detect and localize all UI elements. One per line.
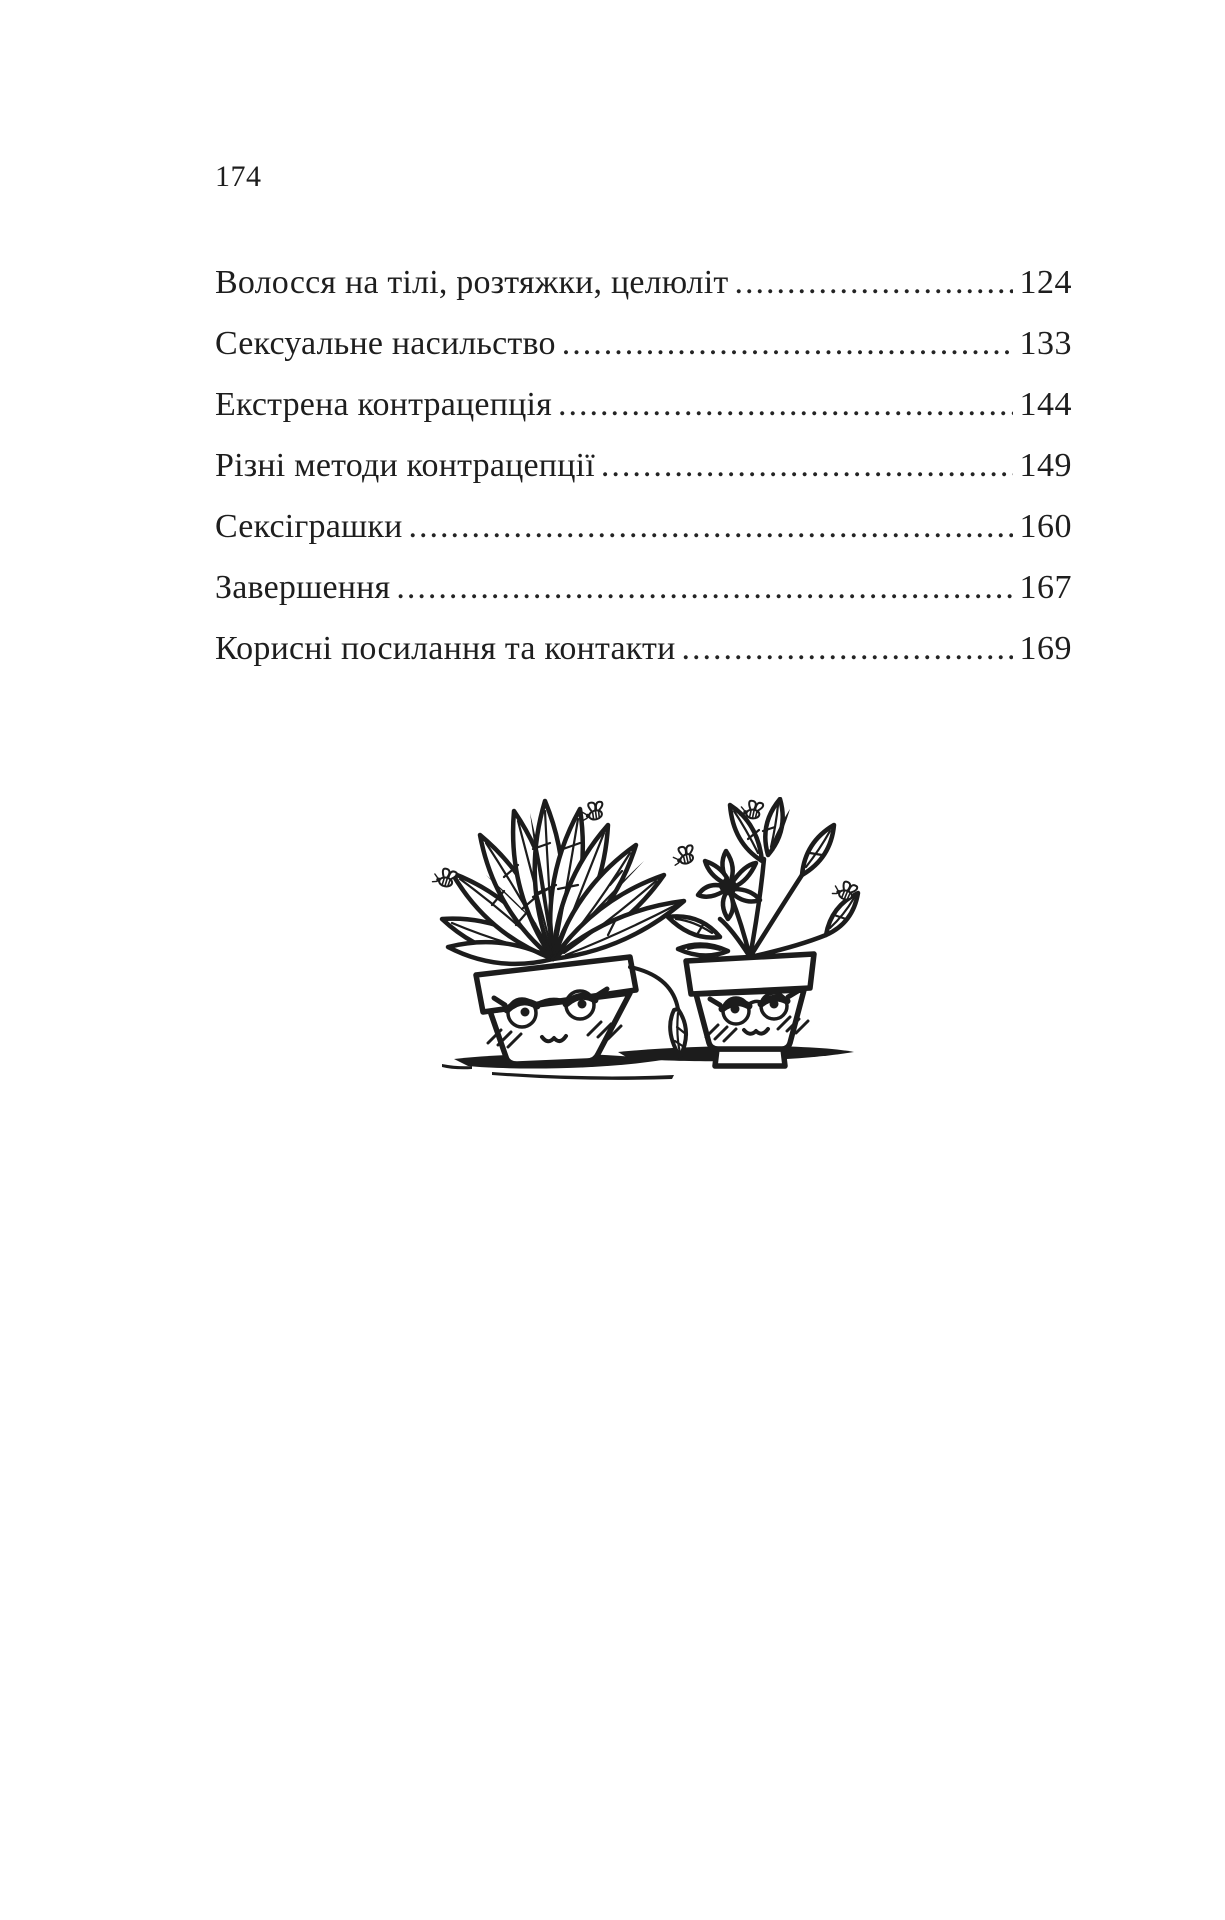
toc-entry [215, 557, 1072, 618]
toc-entry [215, 374, 1072, 435]
toc-entry-title: Сексуальне насильство [215, 325, 556, 362]
dot-leader [734, 252, 1012, 313]
toc-entry-page-number: 144 [1019, 386, 1072, 423]
toc-entry [215, 313, 1072, 374]
toc-entry-title: Екстрена контрацепція [215, 386, 552, 423]
toc-entry [215, 618, 1072, 679]
dot-leader [558, 374, 1013, 435]
toc-entry-page-number: 149 [1019, 447, 1072, 484]
flower [698, 851, 760, 919]
table-of-contents [215, 252, 1072, 679]
dot-leader [562, 313, 1013, 374]
toc-entry-title: Різні методи контрацепції [215, 447, 595, 484]
page-number: 174 [215, 160, 262, 193]
plants-illustration [430, 797, 862, 1083]
dot-leader [681, 618, 1012, 679]
toc-entry-title: Завершення [215, 569, 391, 606]
toc-entry [215, 252, 1072, 313]
toc-entry-title: Корисні посилання та контакти [215, 630, 676, 667]
toc-entry-page-number: 133 [1019, 325, 1072, 362]
toc-entry [215, 496, 1072, 557]
dot-leader [409, 496, 1013, 557]
toc-entry-page-number: 124 [1019, 264, 1072, 301]
toc-entry-page-number: 169 [1019, 630, 1072, 667]
dot-leader [396, 557, 1012, 618]
toc-entry-title: Волосся на тілі, розтяжки, целюліт [215, 264, 729, 301]
drooping-leaf [630, 967, 687, 1057]
left-plant [442, 801, 684, 964]
toc-entry-title: Сексіграшки [215, 508, 403, 545]
toc-entry-page-number: 160 [1019, 508, 1072, 545]
right-plant [668, 799, 858, 957]
dot-leader [601, 435, 1013, 496]
toc-entry-page-number: 167 [1019, 569, 1072, 606]
toc-entry [215, 435, 1072, 496]
left-pot [476, 957, 636, 1064]
